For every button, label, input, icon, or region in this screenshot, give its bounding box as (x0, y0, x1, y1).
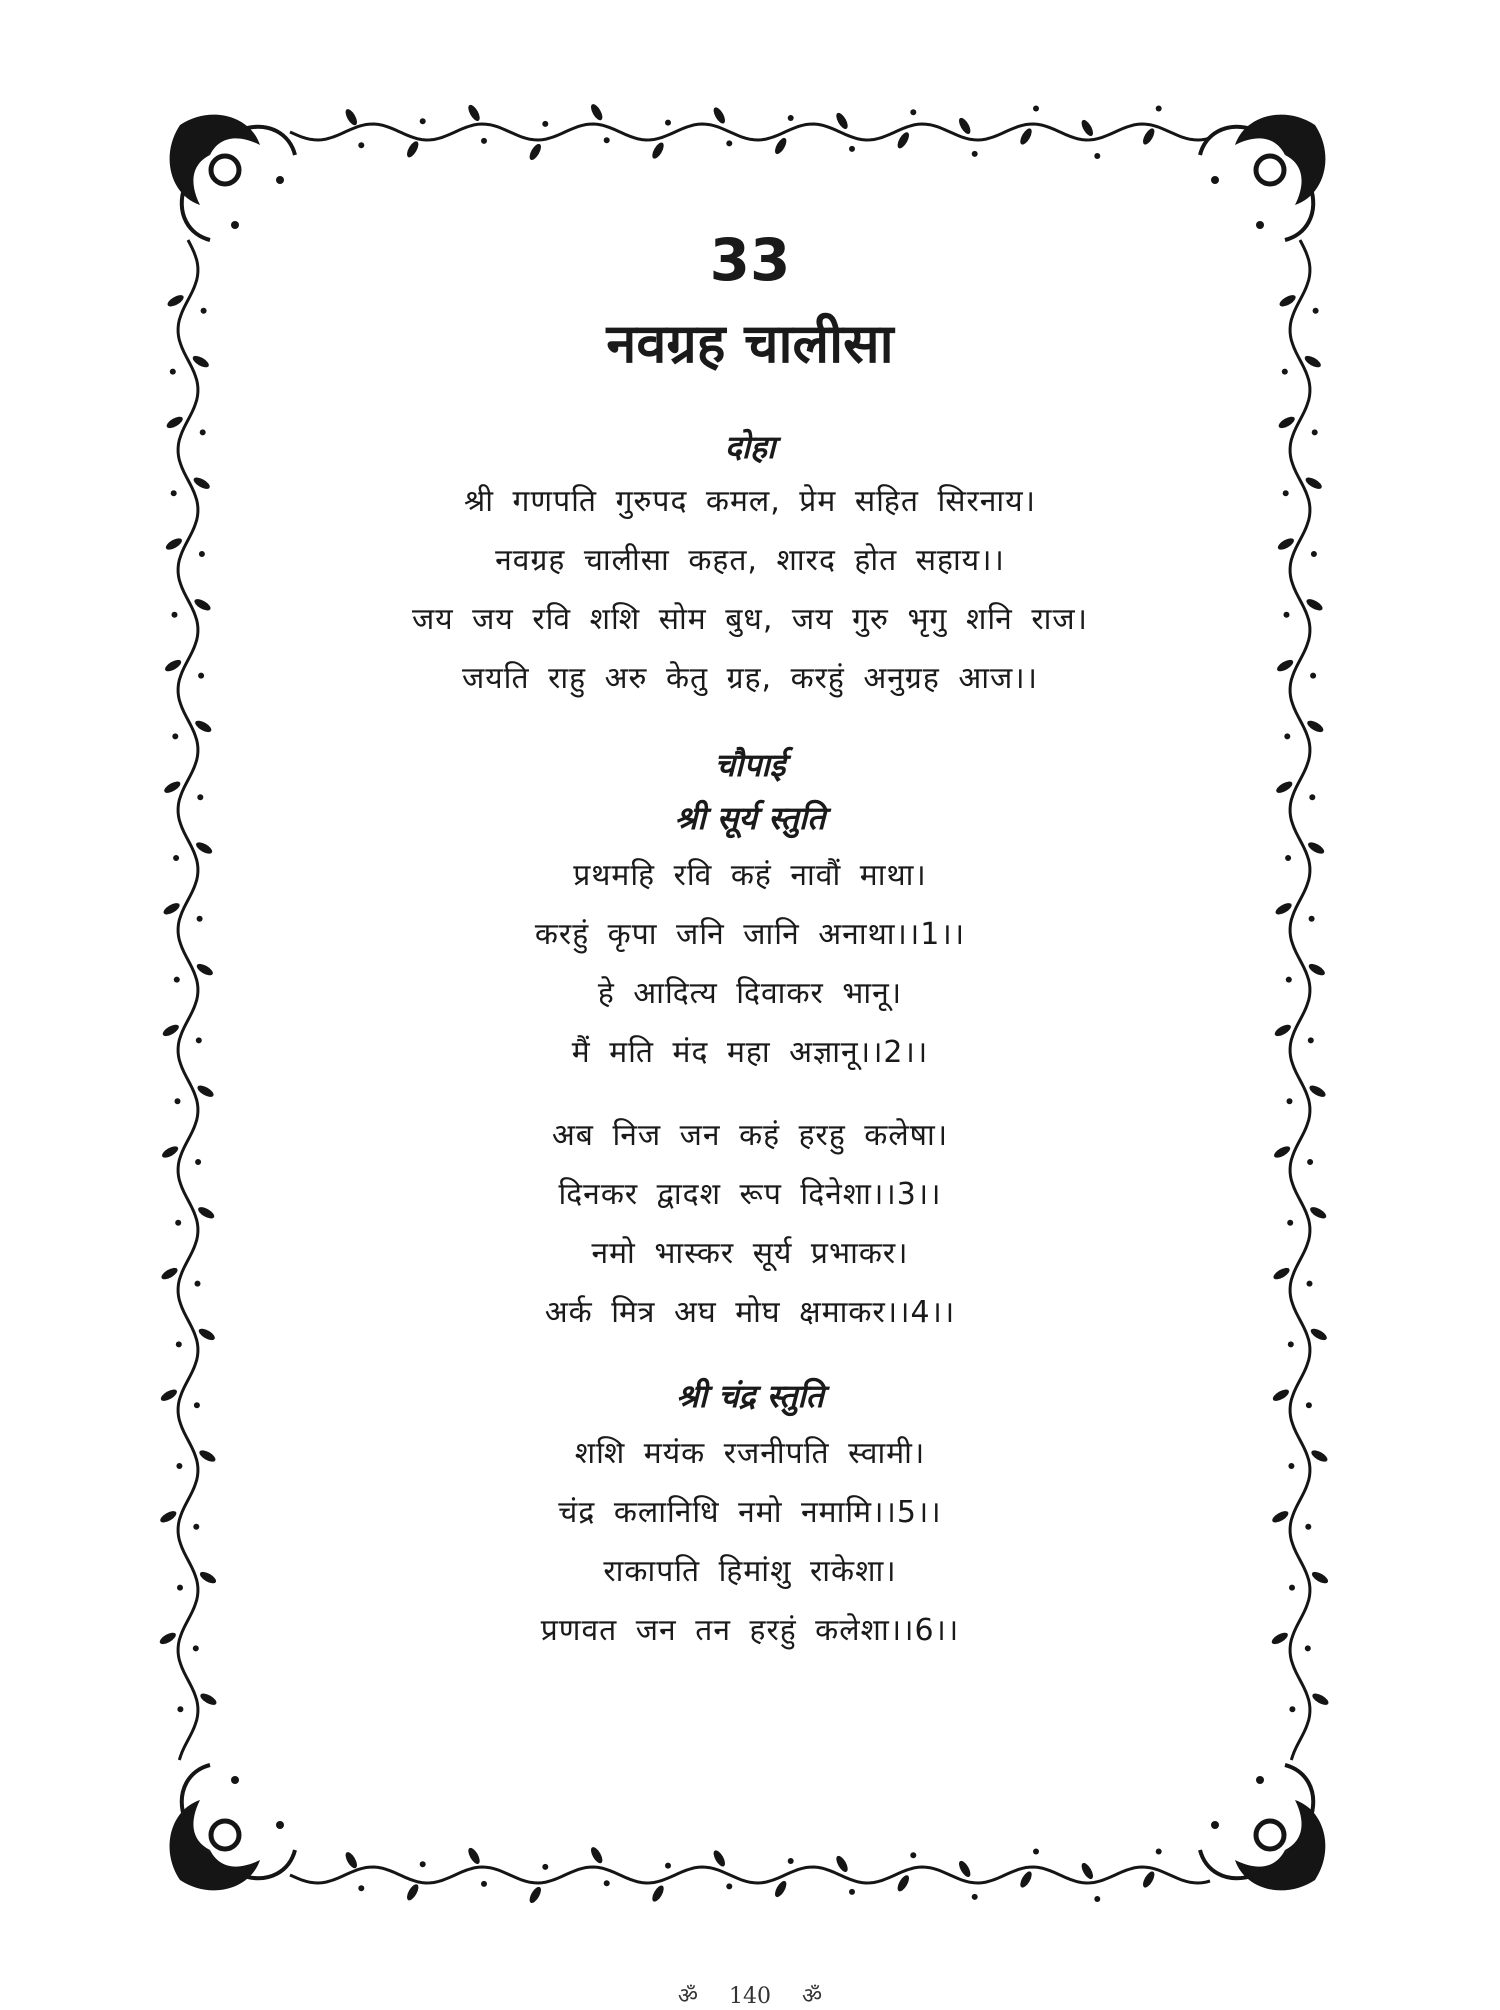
leaf-icon (163, 779, 183, 795)
dot-icon (194, 1402, 200, 1408)
dot-icon (176, 1463, 182, 1469)
dot-icon (170, 369, 176, 375)
leaf-icon (589, 1845, 605, 1865)
dot-icon (1313, 308, 1319, 314)
leaf-icon (405, 140, 421, 160)
verse-line: प्रणवत जन तन हरहुं कलेशा।।6।। (540, 1613, 960, 1648)
vine-line (290, 124, 1210, 140)
dot-icon (420, 118, 426, 124)
dot-icon (177, 1585, 183, 1591)
dot-icon (358, 1885, 364, 1891)
leaf-icon (895, 131, 911, 151)
vine-line (178, 240, 198, 1760)
leaf-icon (773, 136, 789, 156)
leaf-icon (466, 103, 482, 123)
leaf-icon (1307, 962, 1327, 978)
leaf-icon (1306, 718, 1326, 734)
leaf-icon (162, 901, 182, 917)
dot-icon (1094, 1896, 1100, 1902)
dot-icon (1312, 429, 1318, 435)
dot-icon (849, 1889, 855, 1895)
leaf-icon (165, 414, 185, 430)
footer-ornament-right-icon: ॐ (802, 1984, 823, 2009)
dot-icon (1307, 1159, 1313, 1165)
leaf-icon (159, 1387, 179, 1403)
dot-icon (358, 142, 364, 148)
dot-icon (1156, 1849, 1162, 1855)
leaf-icon (1305, 597, 1325, 613)
verse-line: मैं मति मंद महा अज्ञानू।।2।। (571, 1035, 929, 1070)
dot-icon (1306, 1402, 1312, 1408)
leaf-icon (527, 142, 543, 162)
dot-icon (1156, 106, 1162, 112)
leaf-icon (834, 1854, 850, 1874)
chapter-number: 33 (709, 226, 791, 294)
dot-icon (542, 1864, 548, 1870)
dot-icon (910, 109, 916, 115)
dot-icon (481, 1881, 487, 1887)
dot-icon (972, 151, 978, 157)
dot-icon (174, 977, 180, 983)
leaf-icon (834, 111, 850, 131)
verse-line: करहुं कृपा जनि जानि अनाथा।।1।। (534, 917, 966, 952)
dot-icon (1289, 1706, 1295, 1712)
leaf-icon (159, 1509, 179, 1525)
dot-icon (1033, 106, 1039, 112)
dot-icon (1305, 1645, 1311, 1651)
leaf-icon (1304, 475, 1324, 491)
chaupai-heading: चौपाई (714, 746, 786, 784)
dot-icon (1310, 673, 1316, 679)
doha-line: नवग्रह चालीसा कहत, शारद होत सहाय।। (495, 543, 1005, 578)
dot-icon (177, 1706, 183, 1712)
leaf-icon (199, 1691, 219, 1707)
dot-icon (788, 115, 794, 121)
leaf-icon (343, 1850, 359, 1870)
corner-flourish-icon (170, 1765, 295, 1890)
leaf-icon (1306, 840, 1326, 856)
dot-icon (193, 1524, 199, 1530)
dot-icon (173, 855, 179, 861)
leaf-icon (957, 116, 973, 136)
dot-icon (481, 138, 487, 144)
page-number: 140 (729, 1984, 771, 2009)
verse-line: हे आदित्य दिवाकर भानू। (597, 976, 903, 1011)
dot-icon (726, 140, 732, 146)
chapter-title: नवग्रह चालीसा (606, 312, 894, 375)
leaf-icon (343, 107, 359, 127)
dot-icon (175, 1220, 181, 1226)
leaf-icon (650, 141, 666, 161)
dot-icon (665, 120, 671, 126)
leaf-icon (161, 1022, 181, 1038)
verse-line: अब निज जन कहं हरहु कलेषा। (551, 1118, 949, 1153)
verse-line: चंद्र कलानिधि नमो नमामि।।5।। (558, 1495, 942, 1530)
leaf-icon (158, 1630, 178, 1646)
dot-icon (175, 1098, 181, 1104)
leaf-icon (164, 536, 184, 552)
page-content (200, 220, 1300, 1660)
leaf-icon (711, 1849, 727, 1869)
dot-icon (1094, 153, 1100, 159)
dot-icon (726, 1883, 732, 1889)
dot-icon (849, 146, 855, 152)
leaf-icon (160, 1144, 180, 1160)
leaf-icon (650, 1884, 666, 1904)
dot-icon (542, 121, 548, 127)
verse-line: शशि मयंक रजनीपति स्वामी। (574, 1436, 926, 1471)
doha-heading: दोहा (724, 428, 776, 466)
leaf-icon (773, 1879, 789, 1899)
leaf-icon (163, 658, 183, 674)
dot-icon (176, 1341, 182, 1347)
doha-line: श्री गणपति गुरुपद कमल, प्रेम सहित सिरनाय। (464, 484, 1036, 519)
verse-line: प्रथमहि रवि कहं नावौं माथा। (573, 858, 927, 893)
leaf-icon (1311, 1691, 1331, 1707)
verse-line: दिनकर द्वादश रूप दिनेशा।।3।। (558, 1177, 942, 1212)
leaf-icon (1310, 1448, 1330, 1464)
leaf-icon (1308, 1205, 1328, 1221)
verse-line: अर्क मित्र अघ मोघ क्षमाकर।।4।। (544, 1295, 956, 1330)
dot-icon (604, 1880, 610, 1886)
leaf-icon (405, 1883, 421, 1903)
leaf-icon (1308, 1083, 1328, 1099)
footer-ornament-left-icon: ॐ (677, 1984, 698, 2009)
dot-icon (1309, 794, 1315, 800)
leaf-icon (527, 1885, 543, 1905)
verse-line: राकापति हिमांशु राकेशा। (603, 1554, 897, 1589)
dot-icon (1307, 1281, 1313, 1287)
doha-section (200, 422, 1300, 708)
corner-flourish-icon (1200, 1765, 1325, 1890)
leaf-icon (895, 1874, 911, 1894)
leaf-icon (589, 102, 605, 122)
vine-line (290, 1867, 1210, 1883)
leaf-icon (1018, 127, 1034, 147)
dot-icon (1033, 1849, 1039, 1855)
leaf-icon (1310, 1570, 1330, 1586)
leaf-icon (466, 1846, 482, 1866)
surya-stuti-heading: श्री सूर्य स्तुति (674, 799, 826, 837)
leaf-icon (1079, 118, 1095, 138)
page-footer (0, 1980, 1500, 2010)
dot-icon (1308, 1037, 1314, 1043)
leaf-icon (957, 1859, 973, 1879)
dot-icon (665, 1863, 671, 1869)
leaf-icon (166, 293, 186, 309)
dot-icon (172, 612, 178, 618)
dot-icon (604, 137, 610, 143)
verse-line: नमो भास्कर सूर्य प्रभाकर। (591, 1236, 909, 1271)
dot-icon (171, 490, 177, 496)
dot-icon (193, 1645, 199, 1651)
leaf-icon (1303, 354, 1323, 370)
dot-icon (972, 1894, 978, 1900)
doha-line: जयति राहु अरु केतु ग्रह, करहुं अनुग्रह आज।। (462, 661, 1038, 696)
dot-icon (1311, 551, 1317, 557)
leaf-icon (711, 106, 727, 126)
dot-icon (1309, 916, 1315, 922)
dot-icon (910, 1852, 916, 1858)
leaf-icon (1141, 127, 1157, 147)
leaf-icon (1141, 1870, 1157, 1890)
leaf-icon (1018, 1870, 1034, 1890)
dot-icon (788, 1858, 794, 1864)
leaf-icon (1079, 1861, 1095, 1881)
dot-icon (1305, 1524, 1311, 1530)
chandra-stuti-heading: श्री चंद्र स्तुति (676, 1377, 824, 1415)
chaupai-section (200, 740, 1300, 1660)
doha-line: जय जय रवि शशि सोम बुध, जय गुरु भृगु शनि राज। (411, 602, 1089, 637)
dot-icon (420, 1861, 426, 1867)
dot-icon (172, 733, 178, 739)
leaf-icon (1309, 1326, 1329, 1342)
leaf-icon (160, 1266, 180, 1282)
